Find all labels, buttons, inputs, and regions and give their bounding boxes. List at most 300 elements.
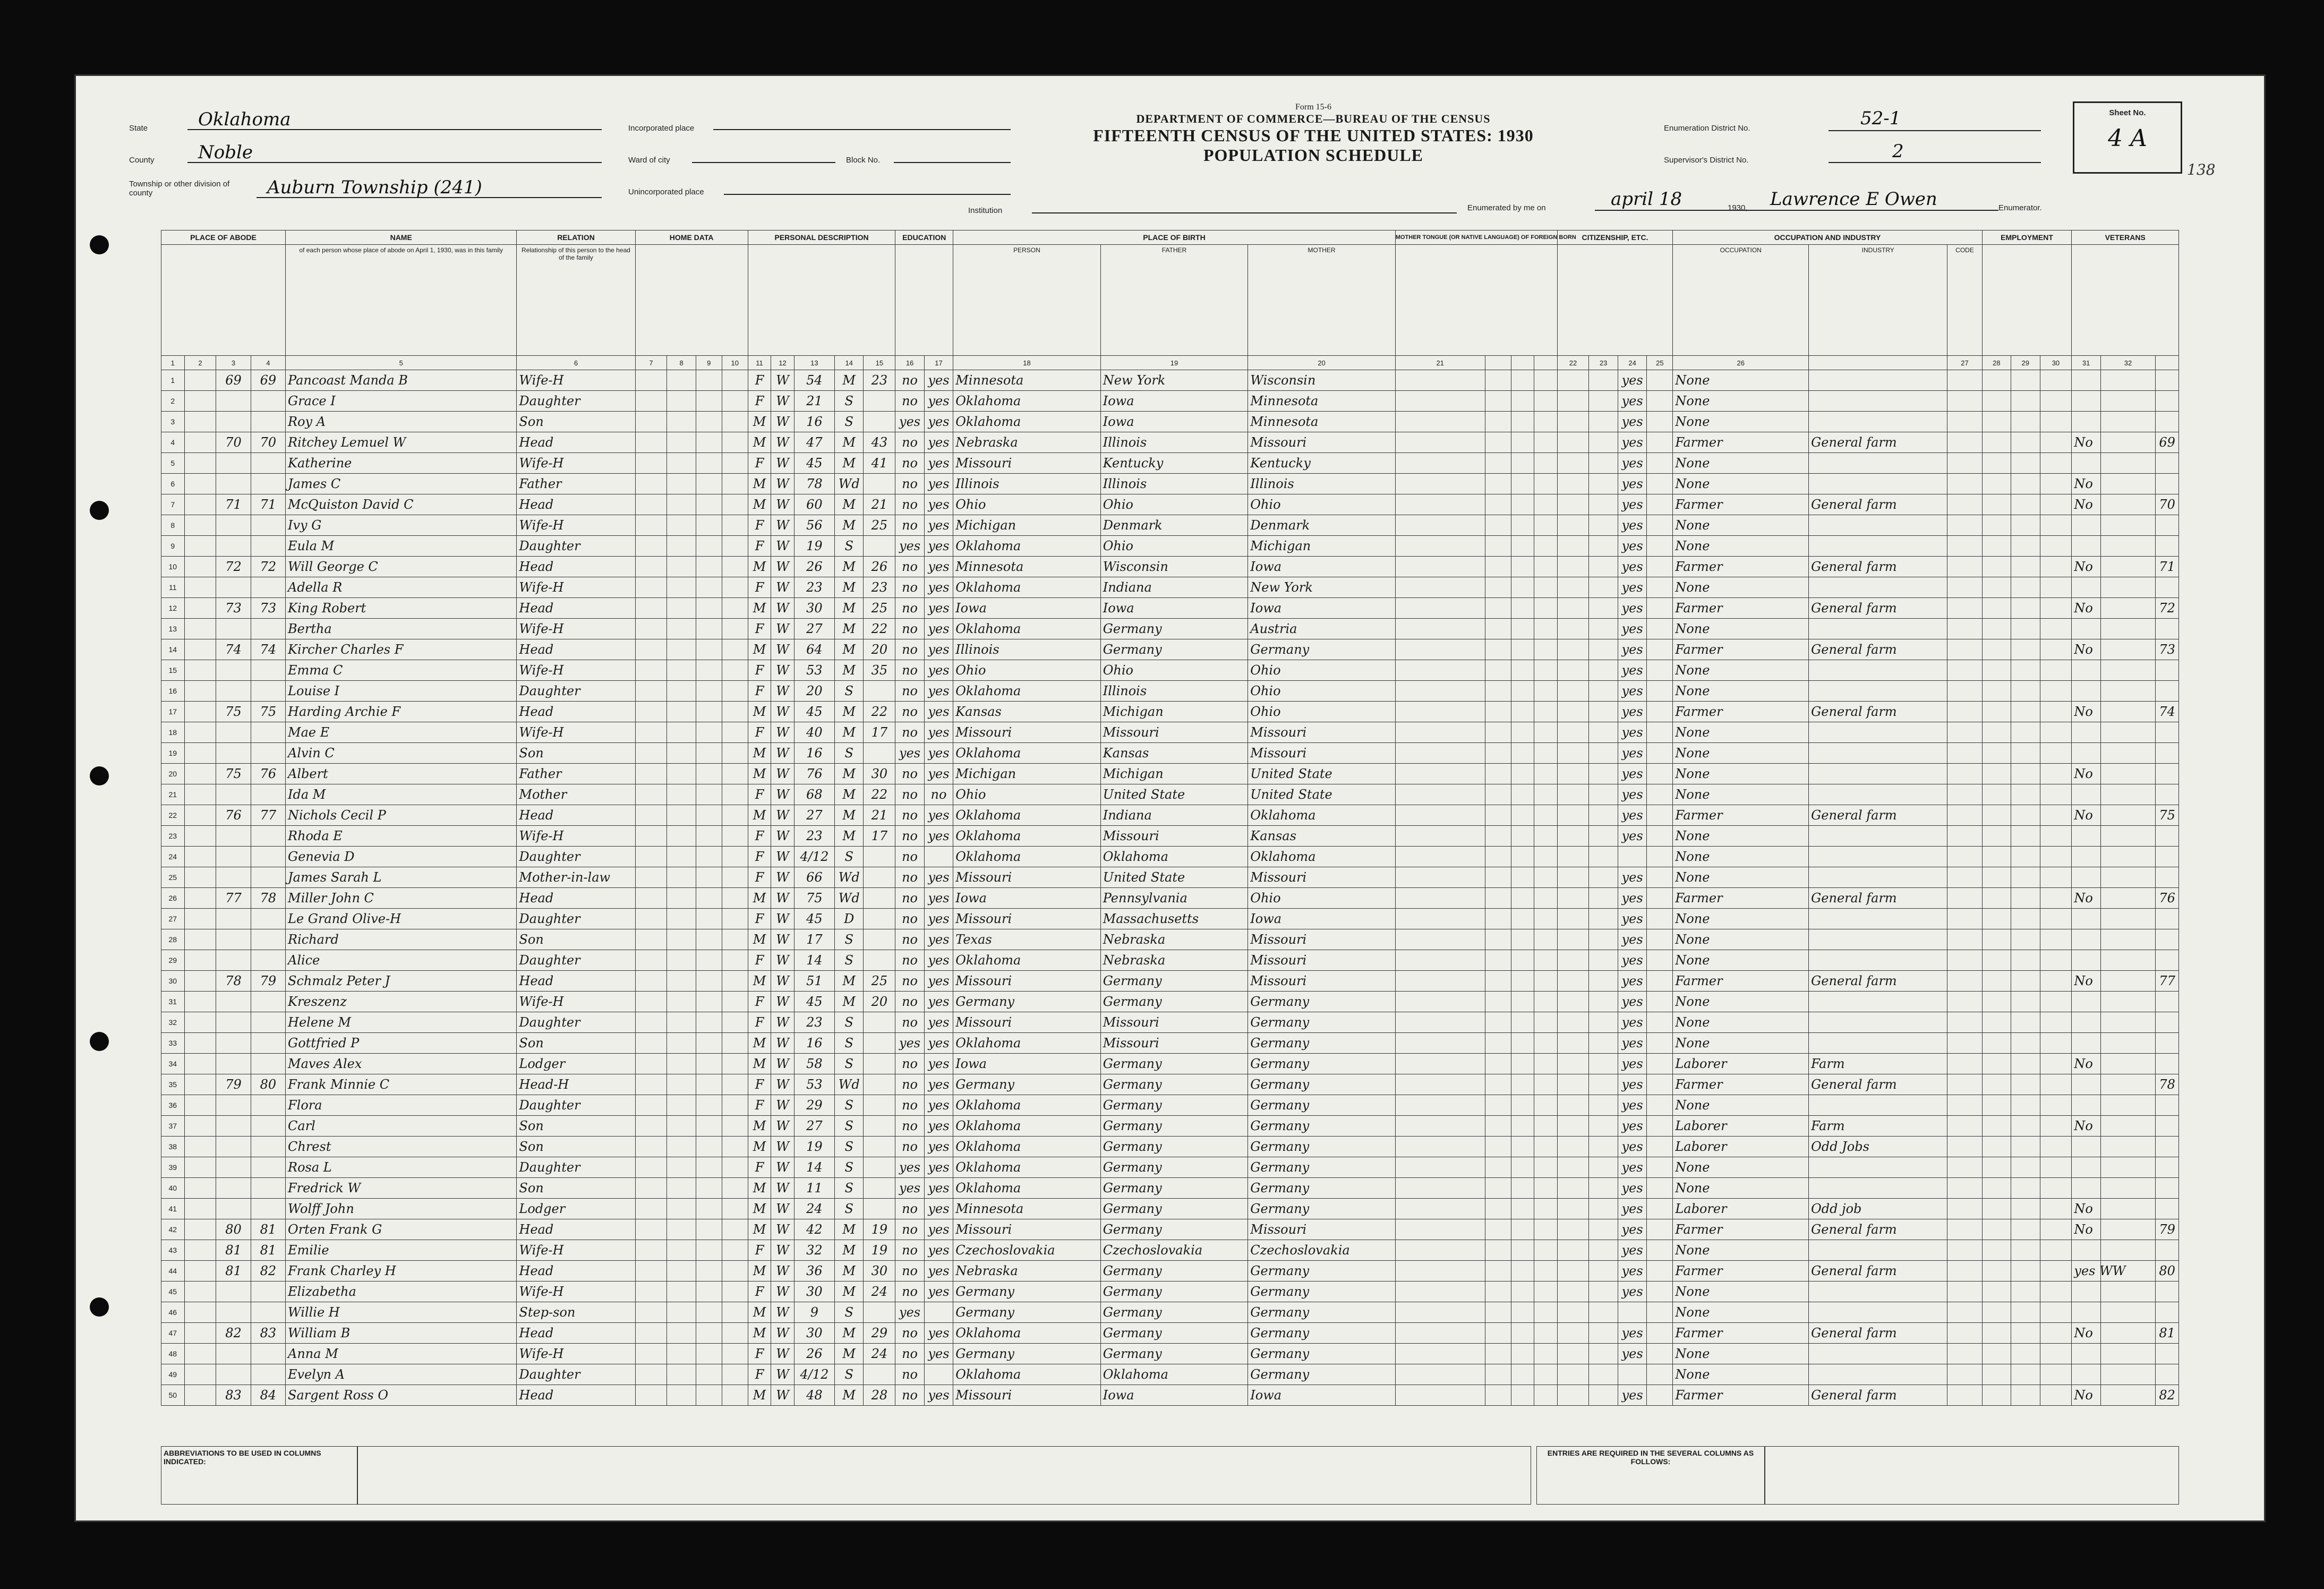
age-at-marriage xyxy=(864,1199,895,1219)
birthplace: Iowa xyxy=(953,1054,1101,1074)
farm-schedule xyxy=(2156,867,2179,888)
mother-birthplace: Iowa xyxy=(1248,909,1396,929)
code-c xyxy=(1534,536,1558,557)
mother-birthplace: Missouri xyxy=(1248,1219,1396,1240)
speaks-english: yes xyxy=(1618,1385,1646,1406)
veteran: No xyxy=(2072,639,2100,660)
radio-set xyxy=(696,1178,722,1199)
table-row xyxy=(161,474,2179,494)
farm-schedule xyxy=(2156,1282,2179,1302)
age: 45 xyxy=(794,453,834,474)
speaks-english xyxy=(1618,1364,1646,1385)
relation: Son xyxy=(517,1178,635,1199)
race: W xyxy=(771,577,794,598)
farm-residence xyxy=(722,412,748,432)
code-b xyxy=(1511,474,1534,494)
mother-tongue xyxy=(1395,474,1485,494)
code-c xyxy=(1534,805,1558,826)
war xyxy=(2100,847,2155,867)
home-value xyxy=(667,992,696,1012)
table-row xyxy=(161,847,2179,867)
home-value xyxy=(667,1385,696,1406)
schedule-title: POPULATION SCHEDULE xyxy=(1203,146,1423,165)
line-unemployment xyxy=(2040,474,2072,494)
mother-tongue xyxy=(1395,639,1485,660)
col-27 xyxy=(1647,577,1673,598)
home-tenure xyxy=(635,764,667,784)
dwelling-number xyxy=(216,536,251,557)
age: 20 xyxy=(794,681,834,702)
at-work xyxy=(2011,660,2040,681)
table-row xyxy=(161,1074,2179,1095)
line-number: 27 xyxy=(161,909,185,929)
birthplace: Minnesota xyxy=(953,370,1101,391)
occupation-code xyxy=(1947,598,1982,619)
occupation-code xyxy=(1947,1261,1982,1282)
street xyxy=(184,494,216,515)
code-a xyxy=(1485,639,1511,660)
veteran: yes WW xyxy=(2072,1261,2100,1282)
table-row xyxy=(161,1178,2179,1199)
marital-status: M xyxy=(835,784,864,805)
farm-residence xyxy=(722,1282,748,1302)
war xyxy=(2100,453,2155,474)
home-tenure xyxy=(635,1137,667,1157)
father-birthplace: New York xyxy=(1100,370,1248,391)
col-27 xyxy=(1647,1302,1673,1323)
home-value xyxy=(667,598,696,619)
line-unemployment xyxy=(2040,681,2072,702)
code-c xyxy=(1534,867,1558,888)
sheet-label: Sheet No. xyxy=(2109,108,2146,117)
code-a xyxy=(1485,474,1511,494)
column-number: 5 xyxy=(286,356,517,370)
occupation: None xyxy=(1673,764,1809,784)
age: 27 xyxy=(794,1116,834,1137)
at-work xyxy=(2011,557,2040,577)
at-work xyxy=(2011,474,2040,494)
able-to-read: yes xyxy=(924,619,953,639)
class-of-worker xyxy=(1982,412,2011,432)
line-number: 13 xyxy=(161,619,185,639)
home-tenure xyxy=(635,412,667,432)
speaks-english: yes xyxy=(1618,432,1646,453)
code-a xyxy=(1485,722,1511,743)
table-row xyxy=(161,1137,2179,1157)
industry: General farm xyxy=(1809,805,1947,826)
occupation-subheader: OCCUPATION xyxy=(1673,245,1809,356)
line-number: 28 xyxy=(161,929,185,950)
able-to-read: yes xyxy=(924,1074,953,1095)
person-name: Gottfried P xyxy=(286,1033,517,1054)
class-of-worker xyxy=(1982,1302,2011,1323)
enumerator-label: Enumerator. xyxy=(1998,203,2042,212)
line-number: 33 xyxy=(161,1033,185,1054)
dwelling-number xyxy=(216,784,251,805)
class-of-worker xyxy=(1982,1261,2011,1282)
marital-status: Wd xyxy=(835,867,864,888)
col-27 xyxy=(1647,1240,1673,1261)
race: W xyxy=(771,702,794,722)
home-value xyxy=(667,1344,696,1364)
industry xyxy=(1809,929,1947,950)
mother-tongue xyxy=(1395,722,1485,743)
attended-school: no xyxy=(895,971,924,992)
occupation: None xyxy=(1673,515,1809,536)
at-work xyxy=(2011,598,2040,619)
industry xyxy=(1809,1344,1947,1364)
at-work xyxy=(2011,1364,2040,1385)
institution-label: Institution xyxy=(968,206,1003,215)
industry xyxy=(1809,370,1947,391)
occupation-code xyxy=(1947,619,1982,639)
col-27 xyxy=(1647,971,1673,992)
occupation-code xyxy=(1947,1344,1982,1364)
able-to-read: yes xyxy=(924,1178,953,1199)
street xyxy=(184,784,216,805)
person-name: Eula M xyxy=(286,536,517,557)
able-to-read: yes xyxy=(924,370,953,391)
birthplace: Germany xyxy=(953,1282,1101,1302)
attended-school: no xyxy=(895,1344,924,1364)
table-row xyxy=(161,826,2179,847)
occupation: None xyxy=(1673,784,1809,805)
race: W xyxy=(771,1364,794,1385)
at-work xyxy=(2011,1344,2040,1364)
immigration-year xyxy=(1557,1178,1589,1199)
industry: General farm xyxy=(1809,557,1947,577)
farm-residence xyxy=(722,950,748,971)
family-number xyxy=(251,847,285,867)
father-birthplace: Czechoslovakia xyxy=(1100,1240,1248,1261)
radio-set xyxy=(696,805,722,826)
naturalization xyxy=(1589,681,1618,702)
sex: M xyxy=(748,1033,771,1054)
attended-school: no xyxy=(895,432,924,453)
attended-school: yes xyxy=(895,1033,924,1054)
line-number: 15 xyxy=(161,660,185,681)
relation: Head xyxy=(517,639,635,660)
farm-residence xyxy=(722,494,748,515)
street xyxy=(184,1282,216,1302)
occupation: None xyxy=(1673,536,1809,557)
age: 30 xyxy=(794,598,834,619)
family-number xyxy=(251,867,285,888)
speaks-english: yes xyxy=(1618,1137,1646,1157)
veteran xyxy=(2072,577,2100,598)
occupation-code xyxy=(1947,1219,1982,1240)
mother-birthplace: Missouri xyxy=(1248,929,1396,950)
father-birthplace: Nebraska xyxy=(1100,929,1248,950)
race: W xyxy=(771,1282,794,1302)
line-unemployment xyxy=(2040,598,2072,619)
dwelling-number: 76 xyxy=(216,805,251,826)
able-to-read: yes xyxy=(924,432,953,453)
age-at-marriage xyxy=(864,1012,895,1033)
mother-tongue xyxy=(1395,412,1485,432)
relation: Lodger xyxy=(517,1054,635,1074)
radio-set xyxy=(696,1364,722,1385)
radio-set xyxy=(696,847,722,867)
farm-schedule: 73 xyxy=(2156,639,2179,660)
able-to-read: yes xyxy=(924,557,953,577)
person-name: Wolff John xyxy=(286,1199,517,1219)
code-b xyxy=(1511,1054,1534,1074)
farm-schedule xyxy=(2156,722,2179,743)
able-to-read: yes xyxy=(924,702,953,722)
occupation-code xyxy=(1947,888,1982,909)
attended-school: no xyxy=(895,660,924,681)
naturalization xyxy=(1589,557,1618,577)
person-name: Mae E xyxy=(286,722,517,743)
dwelling-number: 74 xyxy=(216,639,251,660)
home-value xyxy=(667,1178,696,1199)
table-row xyxy=(161,909,2179,929)
at-work xyxy=(2011,370,2040,391)
farm-residence xyxy=(722,1240,748,1261)
naturalization xyxy=(1589,1323,1618,1344)
at-work xyxy=(2011,1282,2040,1302)
code-c xyxy=(1534,1095,1558,1116)
attended-school: no xyxy=(895,929,924,950)
father-birthplace: Germany xyxy=(1100,1054,1248,1074)
home-value xyxy=(667,784,696,805)
code-a xyxy=(1485,826,1511,847)
line-number: 42 xyxy=(161,1219,185,1240)
war xyxy=(2100,1240,2155,1261)
code-b xyxy=(1511,992,1534,1012)
able-to-read: yes xyxy=(924,805,953,826)
col-27 xyxy=(1647,702,1673,722)
mother-tongue xyxy=(1395,826,1485,847)
occupation-code xyxy=(1947,577,1982,598)
immigration-year xyxy=(1557,577,1589,598)
column-number: 22 xyxy=(1557,356,1589,370)
column-number: 12 xyxy=(771,356,794,370)
farm-residence xyxy=(722,391,748,412)
person-name: Adella R xyxy=(286,577,517,598)
mother-tongue xyxy=(1395,1364,1485,1385)
home-value xyxy=(667,722,696,743)
farm-schedule xyxy=(2156,370,2179,391)
farm-residence xyxy=(722,1137,748,1157)
age-at-marriage: 21 xyxy=(864,805,895,826)
occupation: None xyxy=(1673,474,1809,494)
radio-set xyxy=(696,1012,722,1033)
code-a xyxy=(1485,412,1511,432)
home-value xyxy=(667,1219,696,1240)
group-employment: EMPLOYMENT xyxy=(1982,230,2072,245)
relation: Daughter xyxy=(517,847,635,867)
code-b xyxy=(1511,847,1534,867)
veteran: No xyxy=(2072,432,2100,453)
home-tenure xyxy=(635,1033,667,1054)
age: 42 xyxy=(794,1219,834,1240)
dwelling-number xyxy=(216,1012,251,1033)
farm-schedule xyxy=(2156,619,2179,639)
sex: F xyxy=(748,370,771,391)
at-work xyxy=(2011,702,2040,722)
occupation: None xyxy=(1673,412,1809,432)
family-number xyxy=(251,412,285,432)
street xyxy=(184,867,216,888)
birthplace: Kansas xyxy=(953,702,1101,722)
occupation-code xyxy=(1947,660,1982,681)
radio-set xyxy=(696,370,722,391)
line-unemployment xyxy=(2040,391,2072,412)
marital-status: M xyxy=(835,1323,864,1344)
attended-school: no xyxy=(895,847,924,867)
code-a xyxy=(1485,909,1511,929)
table-row xyxy=(161,1344,2179,1364)
age: 16 xyxy=(794,412,834,432)
col-27 xyxy=(1647,660,1673,681)
occupation: None xyxy=(1673,1033,1809,1054)
immigration-year xyxy=(1557,536,1589,557)
relation: Head xyxy=(517,1323,635,1344)
speaks-english: yes xyxy=(1618,1282,1646,1302)
farm-residence xyxy=(722,702,748,722)
occupation-code xyxy=(1947,1178,1982,1199)
occupation-code xyxy=(1947,929,1982,950)
family-number xyxy=(251,950,285,971)
occupation: None xyxy=(1673,992,1809,1012)
immigration-year xyxy=(1557,867,1589,888)
relation-subheader: Relationship of this person to the head of the family xyxy=(517,245,635,356)
speaks-english: yes xyxy=(1618,577,1646,598)
radio-set xyxy=(696,1074,722,1095)
mother-tongue xyxy=(1395,1033,1485,1054)
race: W xyxy=(771,391,794,412)
street xyxy=(184,391,216,412)
code-b xyxy=(1511,1012,1534,1033)
farm-schedule: 78 xyxy=(2156,1074,2179,1095)
street xyxy=(184,909,216,929)
line-unemployment xyxy=(2040,1033,2072,1054)
line-unemployment xyxy=(2040,847,2072,867)
age-at-marriage xyxy=(864,681,895,702)
race: W xyxy=(771,494,794,515)
mother-birthplace: Iowa xyxy=(1248,557,1396,577)
code-b xyxy=(1511,515,1534,536)
code-a xyxy=(1485,867,1511,888)
column-number: 23 xyxy=(1589,356,1618,370)
farm-schedule xyxy=(2156,909,2179,929)
class-of-worker xyxy=(1982,1323,2011,1344)
radio-set xyxy=(696,536,722,557)
immigration-year xyxy=(1557,515,1589,536)
farm-schedule xyxy=(2156,1095,2179,1116)
race: W xyxy=(771,1095,794,1116)
mother-birthplace: Oklahoma xyxy=(1248,847,1396,867)
class-of-worker xyxy=(1982,743,2011,764)
race: W xyxy=(771,432,794,453)
table-row xyxy=(161,784,2179,805)
home-tenure xyxy=(635,494,667,515)
sex: M xyxy=(748,1385,771,1406)
farm-schedule xyxy=(2156,660,2179,681)
race: W xyxy=(771,743,794,764)
home-tenure xyxy=(635,929,667,950)
col-27 xyxy=(1647,722,1673,743)
relation: Mother xyxy=(517,784,635,805)
home-tenure xyxy=(635,1178,667,1199)
person-name: Maves Alex xyxy=(286,1054,517,1074)
family-number: 75 xyxy=(251,702,285,722)
street xyxy=(184,929,216,950)
mother-birthplace: Germany xyxy=(1248,1074,1396,1095)
family-number xyxy=(251,1095,285,1116)
attended-school: no xyxy=(895,1323,924,1344)
age: 19 xyxy=(794,1137,834,1157)
dwelling-number xyxy=(216,1157,251,1178)
occupation-code xyxy=(1947,494,1982,515)
able-to-read: yes xyxy=(924,639,953,660)
person-name: Carl xyxy=(286,1116,517,1137)
sex: M xyxy=(748,474,771,494)
speaks-english: yes xyxy=(1618,598,1646,619)
father-birthplace: Germany xyxy=(1100,639,1248,660)
age-at-marriage: 30 xyxy=(864,1261,895,1282)
line-unemployment xyxy=(2040,867,2072,888)
at-work xyxy=(2011,764,2040,784)
farm-schedule: 82 xyxy=(2156,1385,2179,1406)
father-birthplace: Oklahoma xyxy=(1100,1364,1248,1385)
class-of-worker xyxy=(1982,515,2011,536)
unincorporated-label: Unincorporated place xyxy=(628,187,704,197)
home-value xyxy=(667,971,696,992)
race: W xyxy=(771,1178,794,1199)
sex: M xyxy=(748,432,771,453)
immigration-year xyxy=(1557,370,1589,391)
radio-set xyxy=(696,639,722,660)
person-name: Ritchey Lemuel W xyxy=(286,432,517,453)
birthplace: Oklahoma xyxy=(953,1137,1101,1157)
class-of-worker xyxy=(1982,577,2011,598)
speaks-english: yes xyxy=(1618,1033,1646,1054)
race: W xyxy=(771,1157,794,1178)
attended-school: no xyxy=(895,1385,924,1406)
veteran xyxy=(2072,950,2100,971)
father-birthplace: Kansas xyxy=(1100,743,1248,764)
radio-set xyxy=(696,391,722,412)
birthplace: Oklahoma xyxy=(953,847,1101,867)
father-birthplace: Nebraska xyxy=(1100,950,1248,971)
at-work xyxy=(2011,847,2040,867)
immigration-year xyxy=(1557,1261,1589,1282)
family-number xyxy=(251,929,285,950)
speaks-english: yes xyxy=(1618,1116,1646,1137)
farm-residence xyxy=(722,598,748,619)
occupation-code xyxy=(1947,909,1982,929)
street xyxy=(184,1074,216,1095)
dwelling-number: 73 xyxy=(216,598,251,619)
at-work xyxy=(2011,1095,2040,1116)
industry xyxy=(1809,474,1947,494)
radio-set xyxy=(696,950,722,971)
able-to-read: yes xyxy=(924,992,953,1012)
class-of-worker xyxy=(1982,1364,2011,1385)
marital-status: S xyxy=(835,743,864,764)
able-to-read: yes xyxy=(924,764,953,784)
dwelling-number: 81 xyxy=(216,1261,251,1282)
occupation: None xyxy=(1673,847,1809,867)
home-tenure xyxy=(635,1344,667,1364)
family-number: 84 xyxy=(251,1385,285,1406)
dwelling-number xyxy=(216,909,251,929)
table-row xyxy=(161,1323,2179,1344)
age: 4/12 xyxy=(794,1364,834,1385)
